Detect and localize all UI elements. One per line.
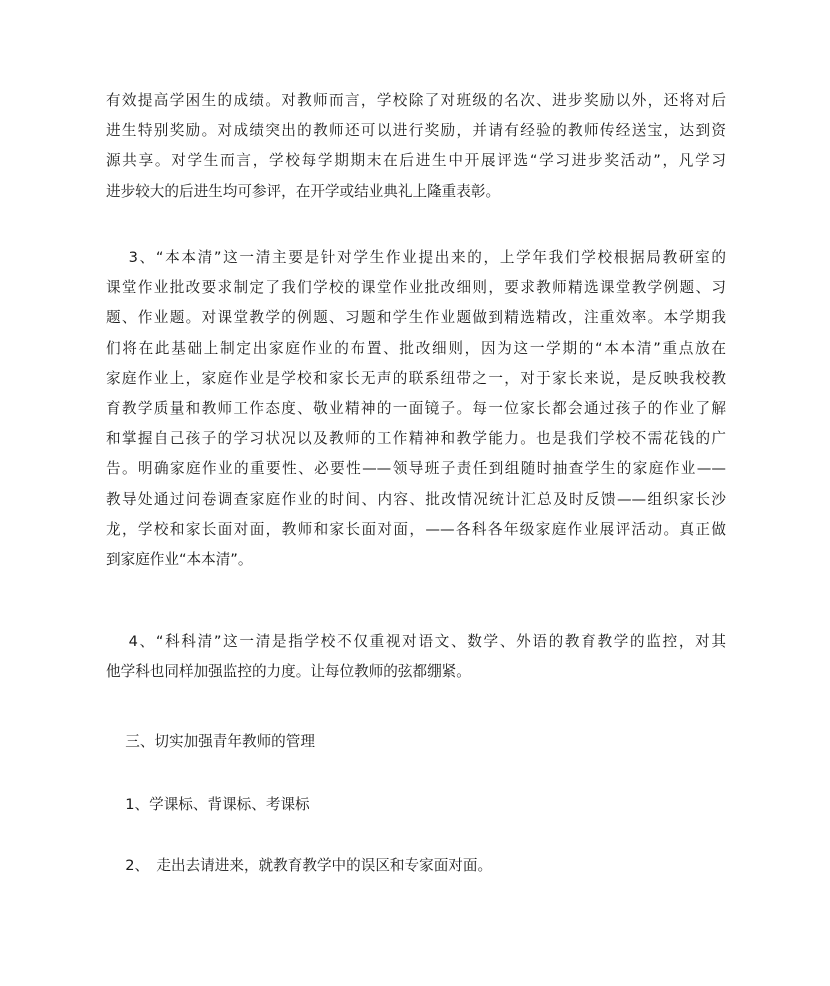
text-line: 和掌握自己孩子的学习状况以及教师的工作精神和教学能力。也是我们学校不需花钱的广 (106, 430, 726, 448)
text-line: 3、“本本清”这一清主要是针对学生作业提出来的，上学年我们学校根据局教研室的 (106, 249, 726, 266)
text-line: 2、 走出去请进来，就教育教学中的误区和专家面对面。 (106, 857, 493, 874)
text-line: 到家庭作业“本本清”。 (106, 551, 253, 568)
text-line: 有效提高学困生的成绩。对教师而言，学校除了对班级的名次、进步奖励以外，还将对后 (106, 92, 726, 109)
text-line: 育教学质量和教师工作态度、敬业精神的一面镜子。每一位家长都会通过孩子的作业了解 (106, 400, 726, 417)
text-line: 告。明确家庭作业的重要性、必要性——领导班子责任到组随时抽查学生的家庭作业—— (106, 460, 726, 478)
text-line: 源共享。对学生而言，学校每学期期末在后进生中开展评选“学习进步奖活动”，凡学习 (106, 152, 726, 170)
text-line: 他学科也同样加强监控的力度。让每位教师的弦都绷紧。 (106, 663, 471, 681)
text-line: 1、学课标、背课标、考课标 (106, 796, 310, 813)
text-line: 家庭作业上，家庭作业是学校和家长无声的联系纽带之一，对于家长来说，是反映我校教 (106, 369, 726, 387)
text-line: 课堂作业批改要求制定了我们学校的课堂作业批改细则，要求教师精选课堂教学例题、习 (106, 279, 726, 297)
text-line: 教导处通过问卷调查家庭作业的时间、内容、批改情况统计汇总及时反馈——组织家长沙 (106, 490, 726, 508)
text-line: 4、“科科清”这一清是指学校不仅重视对语文、数学、外语的教育教学的监控，对其 (106, 633, 726, 650)
text-line: 题、作业题。对课堂教学的例题、习题和学生作业题做到精选精改，注重效率。本学期我 (106, 309, 726, 327)
text-line: 进步较大的后进生均可参评，在开学或结业典礼上隆重表彰。 (106, 182, 501, 200)
text-line: 们将在此基础上制定出家庭作业的布置、批改细则，因为这一学期的“本本清”重点放在 (106, 339, 726, 357)
text-line: 三、切实加强青年教师的管理 (106, 733, 315, 750)
text-line: 龙，学校和家长面对面，教师和家长面对面，——各科各年级家庭作业展评活动。真正做 (106, 520, 726, 538)
text-line: 进生特别奖励。对成绩突出的教师还可以进行奖励，并请有经验的教师传经送宝，达到资 (106, 122, 726, 140)
